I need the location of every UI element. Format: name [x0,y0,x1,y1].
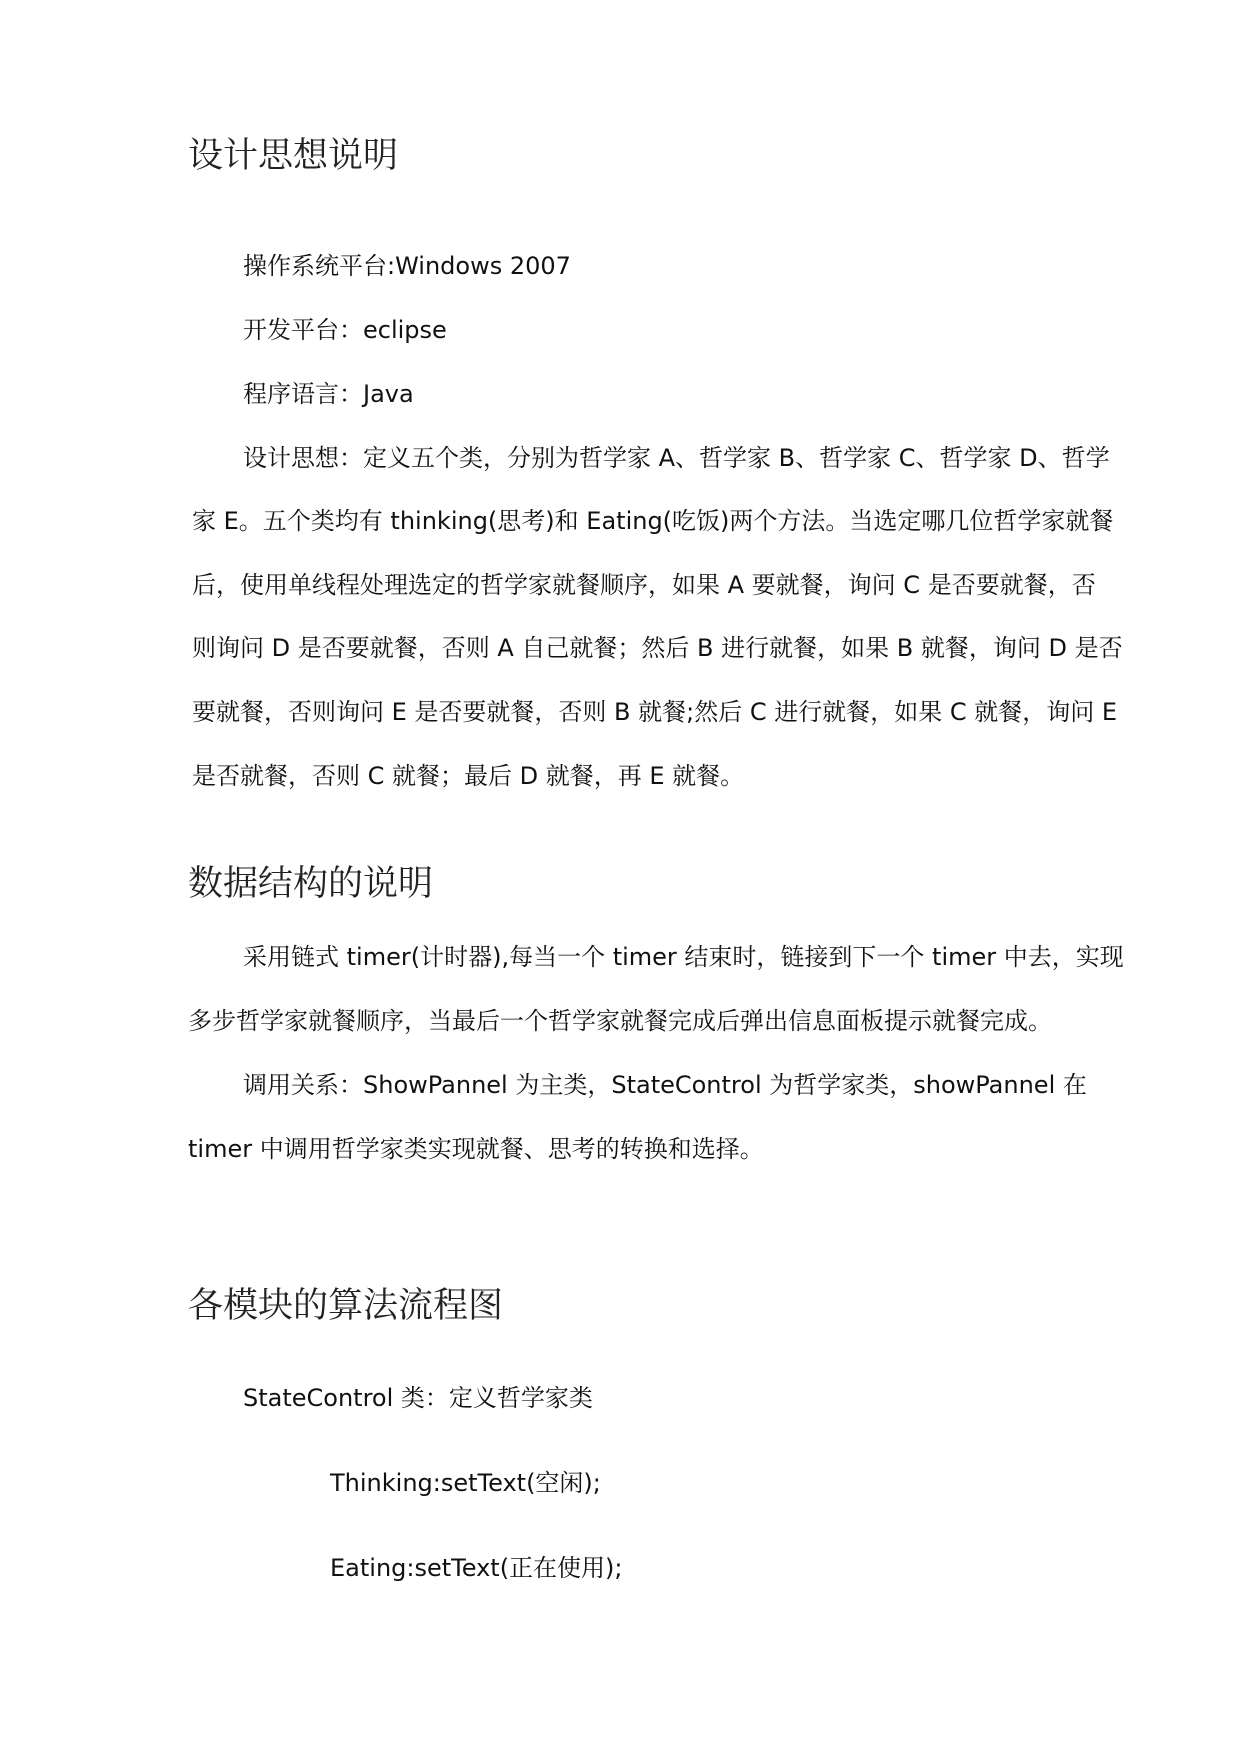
paragraph-line: 设计思想：定义五个类，分别为哲学家 A、哲学家 B、哲学家 C、哲学家 D、哲学 [243,444,1110,472]
paragraph-line: 采用链式 timer(计时器),每当一个 timer 结束时，链接到下一个 timer 中去，实现 [243,943,1124,971]
paragraph-line: 调用关系：ShowPannel 为主类，StateControl 为哲学家类，showPannel 在 [243,1071,1087,1099]
paragraph-line: 开发平台：eclipse [243,316,447,344]
paragraph-line: timer 中调用哲学家类实现就餐、思考的转换和选择。 [188,1135,764,1163]
paragraph-line: 要就餐，否则询问 E 是否要就餐，否则 B 就餐;然后 C 进行就餐，如果 C 就餐，询问 E [192,698,1118,726]
section-heading-design: 设计思想说明 [188,136,399,176]
section-heading-data-structure: 数据结构的说明 [188,864,434,904]
code-line: Eating:setText(正在使用); [330,1554,623,1582]
paragraph-line: 是否就餐，否则 C 就餐；最后 D 就餐，再 E 就餐。 [192,762,745,790]
paragraph-line: 则询问 D 是否要就餐，否则 A 自己就餐；然后 B 进行就餐，如果 B 就餐，询问 D 是否 [192,634,1123,662]
paragraph-line: 程序语言：Java [243,380,414,408]
paragraph-line: StateControl 类：定义哲学家类 [243,1384,593,1412]
paragraph-line: 多步哲学家就餐顺序，当最后一个哲学家就餐完成后弹出信息面板提示就餐完成。 [188,1007,1052,1035]
paragraph-line: 家 E。五个类均有 thinking(思考)和 Eating(吃饭)两个方法。当选定哪几位哲学家就餐 [192,507,1114,535]
code-line: Thinking:setText(空闲); [330,1469,601,1497]
paragraph-line: 操作系统平台:Windows 2007 [243,252,571,280]
paragraph-line: 后，使用单线程处理选定的哲学家就餐顺序，如果 A 要就餐，询问 C 是否要就餐，否 [192,571,1096,599]
section-heading-algorithm: 各模块的算法流程图 [188,1286,504,1326]
